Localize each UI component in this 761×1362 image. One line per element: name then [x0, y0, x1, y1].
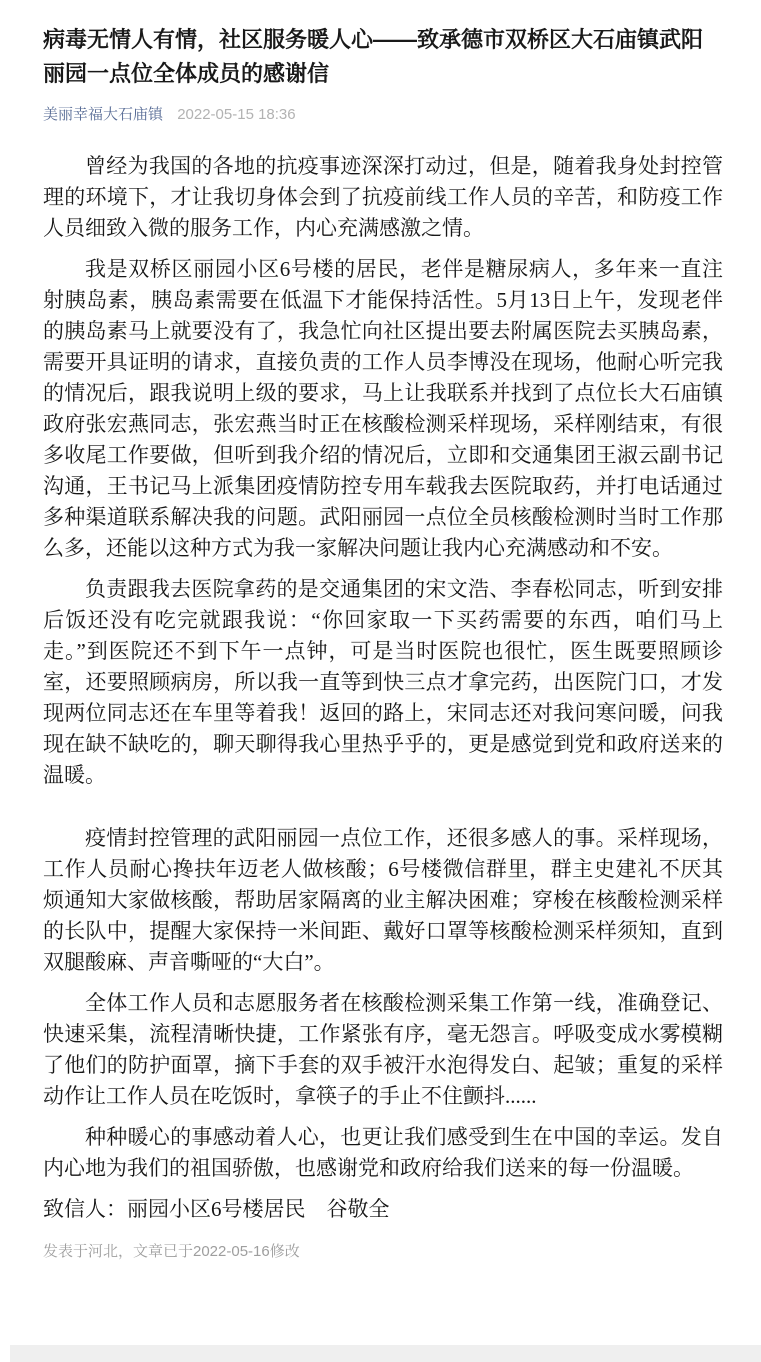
signature-line: 致信人：丽园小区6号楼居民 谷敬全: [43, 1197, 390, 1221]
page-title: 病毒无情人有情，社区服务暖人心——致承德市双桥区大石庙镇武阳丽园一点位全体成员的感谢信: [43, 27, 704, 86]
paragraph-1: 曾经为我国的各地的抗疫事迹深深打动过，但是，随着我身处封控管理的环境下，才让我切身体会到了抗疫前线工作人员的辛苦，和防疫工作人员细致入微的服务工作，内心充满感激之情。: [43, 154, 723, 240]
paragraph-5: 全体工作人员和志愿服务者在核酸检测采集工作第一线，准确登记、快速采集，流程清晰快捷，工作紧张有序，毫无怨言。呼吸变成水雾模糊了他们的防护面罩，摘下手套的双手被汗水泡得发白、起皱；重复的采样动作让工作人员在吃饭时，拿筷子的手止不住颤抖......: [43, 991, 723, 1108]
paragraph-2: 我是双桥区丽园小区6号楼的居民，老伴是糖尿病人，多年来一直注射胰岛素，胰岛素需要在低温下才能保持活性。5月13日上午，发现老伴的胰岛素马上就要没有了，我急忙向社区提出要去附属医院去买胰岛素，需要开具证明的请求，直接负责的工作人员李博没在现场，他耐心听完我的情况后，跟我说明上级的要求，马上让我联系并找到了点位长大石庙镇政府张宏燕同志，张宏燕当时正在核酸检测采样现场，采样刚结束，有很多收尾工作要做，但听到我介绍的情况后，立即和交通集团王淑云副书记沟通，王书记马上派集团疫情防控专用车载我去医院取药，并打电话通过多种渠道联系解决我的问题。武阳丽园一点位全员核酸检测时当时工作那么多，还能以这种方式为我一家解决问题让我内心充满感动和不安。: [43, 257, 723, 560]
article-body: [43, 151, 723, 1225]
paragraph-6: 种种暖心的事感动着人心，也更让我们感受到生在中国的幸运。发自内心地为我们的祖国骄傲，也感谢党和政府给我们送来的每一份温暖。: [43, 1125, 723, 1180]
publish-location-note: 发表于河北，文章已于2022-05-16修改: [43, 1243, 300, 1260]
paragraph-3: 负责跟我去医院拿药的是交通集团的宋文浩、李春松同志，听到安排后饭还没有吃完就跟我说：“你回家取一下买药需要的东西，咱们马上走。”到医院还不到下午一点钟，可是当时医院也很忙，医生既要照顾诊室，还要照顾病房，所以我一直等到快三点才拿完药，出医院门口，才发现两位同志还在车里等着我！返回的路上，宋同志还对我问寒问暖，问我现在缺不缺吃的，聊天聊得我心里热乎乎的，更是感觉到党和政府送来的温暖。: [43, 577, 723, 787]
publish-timestamp: 2022-05-15 18:36: [177, 106, 296, 123]
author-link[interactable]: 美丽幸福大石庙镇: [43, 106, 164, 123]
section-divider: [10, 1345, 761, 1362]
article-meta: [43, 104, 723, 125]
paragraph-4: 疫情封控管理的武阳丽园一点位工作，还很多感人的事。采样现场，工作人员耐心搀扶年迈老人做核酸；6号楼微信群里，群主史建礼不厌其烦通知大家做核酸，帮助居家隔离的业主解决困难；穿梭在核酸检测采样的长队中，提醒大家保持一米间距、戴好口罩等核酸检测采样须知，直到双腿酸麻、声音嘶哑的“大白”。: [43, 826, 723, 974]
